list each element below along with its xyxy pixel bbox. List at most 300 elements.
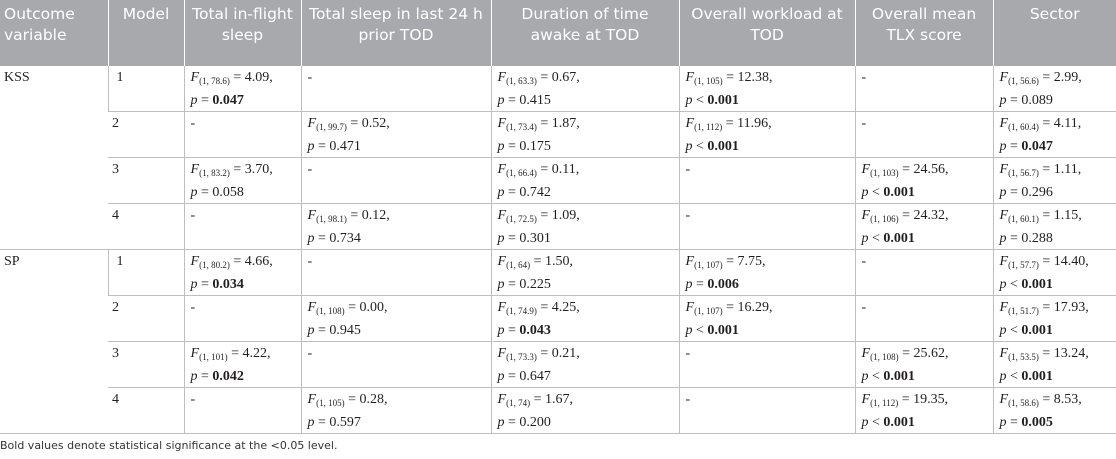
- stat-cell: [993, 388, 1116, 434]
- p-symbol: p: [307, 139, 315, 154]
- df-value: 1, 103: [873, 168, 896, 178]
- p-value: 0.042: [212, 369, 244, 384]
- p-symbol: p: [685, 323, 693, 338]
- stat-cell: [679, 66, 855, 112]
- stat-cell: [491, 296, 679, 342]
- model-cell: 2: [108, 296, 184, 342]
- p-value-line: p = 0.742: [497, 185, 551, 200]
- stat-cell: [301, 66, 491, 112]
- f-symbol: F: [685, 70, 695, 85]
- p-symbol: p: [685, 139, 693, 154]
- f-statistic: $F_{(1, 60.1)} = 1.15$,: [999, 208, 1082, 224]
- f-statistic: $F_{(1, 56.6)} = 2.99$,: [999, 70, 1082, 86]
- empty-mark: -: [307, 70, 313, 85]
- table-row: [0, 342, 1116, 388]
- f-value: 0.12: [361, 208, 387, 223]
- stat-cell: [855, 342, 993, 388]
- p-symbol: p: [307, 323, 315, 338]
- f-value: 24.32: [913, 208, 945, 223]
- f-value: 14.40: [1053, 254, 1086, 269]
- df-subscript: (1, 78.6): [199, 76, 230, 86]
- p-value: 0.001: [1021, 277, 1053, 292]
- stat-cell: [184, 158, 301, 204]
- f-value: 8.53: [1053, 392, 1079, 407]
- p-value: 0.471: [329, 139, 361, 154]
- p-value-line: p = 0.597: [307, 415, 361, 430]
- stat-cell: [491, 342, 679, 388]
- f-symbol: F: [497, 300, 507, 315]
- df-subscript: (1, 51.7): [1008, 306, 1039, 316]
- f-symbol: F: [999, 116, 1009, 131]
- p-value: 0.001: [707, 323, 739, 338]
- f-symbol: F: [497, 162, 507, 177]
- stat-cell: [491, 250, 679, 296]
- f-value: 24.56: [913, 162, 945, 177]
- table-row: [0, 388, 1116, 434]
- f-symbol: F: [307, 300, 317, 315]
- table-row: [0, 112, 1116, 158]
- df-value: 1, 73.3: [509, 352, 534, 362]
- df-value: 1, 101: [202, 352, 225, 362]
- f-symbol: F: [999, 346, 1009, 361]
- p-value: 0.001: [883, 185, 915, 200]
- df-value: 1, 73.4: [509, 122, 534, 132]
- p-value: 0.043: [519, 323, 551, 338]
- p-symbol: p: [190, 185, 198, 200]
- p-value-line: p < 0.001: [861, 185, 915, 200]
- header-duration-awake: Duration of time awake at TOD: [491, 0, 679, 66]
- df-value: 1, 99.7: [319, 122, 344, 132]
- f-statistic: $F_{(1, 78.6)} = 4.09$,: [190, 70, 273, 86]
- p-value: 0.647: [519, 369, 551, 384]
- p-symbol: p: [497, 185, 505, 200]
- p-value-line: p < 0.001: [999, 277, 1053, 292]
- empty-mark: -: [190, 392, 196, 407]
- f-symbol: F: [307, 392, 317, 407]
- f-statistic: $F_{(1, 107)} = 16.29$,: [685, 300, 773, 316]
- f-statistic: $F_{(1, 57.7)} = 14.40$,: [999, 254, 1089, 270]
- stat-cell: [491, 112, 679, 158]
- p-symbol: p: [307, 231, 315, 246]
- p-value: 0.001: [707, 93, 739, 108]
- p-value-line: p < 0.001: [685, 139, 739, 154]
- f-statistic: $F_{(1, 105)} = 12.38$,: [685, 70, 773, 86]
- p-symbol: p: [497, 323, 505, 338]
- p-value-line: p = 0.200: [497, 415, 551, 430]
- stat-cell: [679, 250, 855, 296]
- model-cell: 2: [108, 112, 184, 158]
- stat-cell: [993, 250, 1116, 296]
- header-total-in-flight-sleep: Total in-flight sleep: [184, 0, 301, 66]
- p-value: 0.058: [212, 185, 244, 200]
- f-statistic: $F_{(1, 107)} = 7.75$,: [685, 254, 766, 270]
- p-value: 0.001: [883, 231, 915, 246]
- f-symbol: F: [307, 116, 317, 131]
- stat-cell: [301, 112, 491, 158]
- model-cell: 4: [108, 204, 184, 250]
- p-value: 0.200: [519, 415, 551, 430]
- df-value: 1, 74: [509, 398, 528, 408]
- p-value-line: p = 0.225: [497, 277, 551, 292]
- f-value: 1.09: [551, 208, 577, 223]
- empty-mark: -: [307, 254, 313, 269]
- header-row: [0, 0, 1116, 66]
- p-value-line: p < 0.001: [861, 415, 915, 430]
- p-value-line: p < 0.001: [999, 369, 1053, 384]
- stat-cell: [184, 66, 301, 112]
- stat-cell: [993, 112, 1116, 158]
- table-row: [0, 250, 1116, 296]
- df-value: 1, 53.5: [1011, 352, 1036, 362]
- p-value: 0.301: [519, 231, 551, 246]
- table-row: [0, 204, 1116, 250]
- f-value: 7.75: [737, 254, 762, 269]
- stat-cell: [993, 204, 1116, 250]
- df-subscript: (1, 56.6): [1008, 76, 1039, 86]
- p-value-line: p = 0.471: [307, 139, 361, 154]
- f-symbol: F: [999, 70, 1009, 85]
- f-value: 1.67: [544, 392, 570, 407]
- df-value: 1, 63.3: [509, 76, 534, 86]
- df-value: 1, 51.7: [1011, 306, 1036, 316]
- df-subscript: (1, 63.3): [506, 76, 537, 86]
- stat-cell: [993, 296, 1116, 342]
- df-subscript: (1, 74): [506, 398, 531, 408]
- f-statistic: $F_{(1, 73.3)} = 0.21$,: [497, 346, 580, 362]
- df-value: 1, 74.9: [509, 306, 534, 316]
- p-value-line: p = 0.415: [497, 93, 551, 108]
- f-statistic: $F_{(1, 98.1)} = 0.12$,: [307, 208, 390, 224]
- stat-cell: [184, 250, 301, 296]
- empty-mark: -: [861, 300, 867, 315]
- f-symbol: F: [685, 254, 695, 269]
- f-value: 13.24: [1053, 346, 1086, 361]
- df-value: 1, 66.4: [509, 168, 534, 178]
- p-value-line: p = 0.175: [497, 139, 551, 154]
- df-subscript: (1, 60.4): [1008, 122, 1039, 132]
- stat-cell: [184, 342, 301, 388]
- df-value: 1, 83.2: [202, 168, 227, 178]
- stat-cell: [301, 204, 491, 250]
- p-value: 0.047: [1021, 139, 1053, 154]
- f-symbol: F: [497, 254, 507, 269]
- df-subscript: (1, 73.4): [506, 122, 537, 132]
- df-subscript: (1, 60.1): [1008, 214, 1039, 224]
- header-model: Model: [108, 0, 184, 66]
- p-symbol: p: [999, 277, 1007, 292]
- stat-cell: [184, 388, 301, 434]
- stat-cell: [184, 112, 301, 158]
- f-symbol: F: [685, 116, 695, 131]
- stat-cell: [301, 388, 491, 434]
- p-value-line: p = 0.089: [999, 93, 1053, 108]
- f-statistic: $F_{(1, 112)} = 11.96$,: [685, 116, 772, 132]
- empty-mark: -: [307, 346, 313, 361]
- p-value-line: p = 0.945: [307, 323, 361, 338]
- p-symbol: p: [861, 185, 869, 200]
- f-value: 4.09: [244, 70, 270, 85]
- df-subscript: (1, 106): [870, 214, 899, 224]
- stat-cell: [855, 112, 993, 158]
- df-subscript: (1, 73.3): [506, 352, 537, 362]
- p-symbol: p: [190, 277, 198, 292]
- outcome-variable-cell: KSS: [0, 66, 108, 250]
- p-symbol: p: [497, 369, 505, 384]
- stat-cell: [855, 296, 993, 342]
- f-statistic: $F_{(1, 66.4)} = 0.11$,: [497, 162, 580, 178]
- f-symbol: F: [999, 162, 1009, 177]
- f-statistic: $F_{(1, 105)} = 0.28$,: [307, 392, 388, 408]
- f-value: 0.11: [551, 162, 576, 177]
- f-value: 11.96: [737, 116, 769, 131]
- f-symbol: F: [190, 162, 200, 177]
- df-subscript: (1, 98.1): [316, 214, 347, 224]
- f-value: 3.70: [244, 162, 270, 177]
- p-value-line: p = 0.047: [190, 93, 244, 108]
- f-symbol: F: [999, 208, 1009, 223]
- p-value: 0.734: [329, 231, 361, 246]
- p-value: 0.296: [1021, 185, 1053, 200]
- stat-cell: [301, 158, 491, 204]
- empty-mark: -: [307, 162, 313, 177]
- df-value: 1, 64: [509, 260, 528, 270]
- df-subscript: (1, 107): [694, 306, 723, 316]
- stat-cell: [301, 296, 491, 342]
- p-value: 0.001: [883, 415, 915, 430]
- p-symbol: p: [190, 369, 198, 384]
- df-subscript: (1, 74.9): [506, 306, 537, 316]
- df-value: 1, 80.2: [202, 260, 227, 270]
- f-statistic: $F_{(1, 101)} = 4.22$,: [190, 346, 271, 362]
- p-symbol: p: [999, 93, 1007, 108]
- df-subscript: (1, 58.6): [1008, 398, 1039, 408]
- stat-cell: [491, 66, 679, 112]
- model-cell: 4: [108, 388, 184, 434]
- df-value: 1, 58.6: [1011, 398, 1036, 408]
- f-statistic: $F_{(1, 80.2)} = 4.66$,: [190, 254, 273, 270]
- f-statistic: $F_{(1, 74.9)} = 4.25$,: [497, 300, 580, 316]
- p-symbol: p: [861, 231, 869, 246]
- df-subscript: (1, 105): [316, 398, 345, 408]
- stat-cell: [301, 250, 491, 296]
- df-value: 1, 107: [697, 260, 720, 270]
- p-symbol: p: [685, 277, 693, 292]
- p-symbol: p: [685, 93, 693, 108]
- f-statistic: $F_{(1, 99.7)} = 0.52$,: [307, 116, 390, 132]
- table-row: [0, 296, 1116, 342]
- p-value-line: p = 0.043: [497, 323, 551, 338]
- stat-cell: [679, 388, 855, 434]
- empty-mark: -: [685, 162, 691, 177]
- p-value: 0.742: [519, 185, 551, 200]
- df-value: 1, 56.7: [1011, 168, 1036, 178]
- f-statistic: $F_{(1, 73.4)} = 1.87$,: [497, 116, 580, 132]
- df-subscript: (1, 80.2): [199, 260, 230, 270]
- p-value-line: p = 0.005: [999, 415, 1053, 430]
- header-outcome-variable: Outcome variable: [0, 0, 108, 66]
- df-value: 1, 108: [319, 306, 342, 316]
- empty-mark: -: [685, 346, 691, 361]
- df-subscript: (1, 103): [870, 168, 899, 178]
- header-overall-workload: Overall workload at TOD: [679, 0, 855, 66]
- header-total-sleep-24h: Total sleep in last 24 h prior TOD: [301, 0, 491, 66]
- p-value: 0.175: [519, 139, 551, 154]
- df-subscript: (1, 56.7): [1008, 168, 1039, 178]
- df-value: 1, 107: [697, 306, 720, 316]
- df-subscript: (1, 64): [506, 260, 531, 270]
- df-value: 1, 98.1: [319, 214, 344, 224]
- p-symbol: p: [497, 415, 505, 430]
- df-value: 1, 112: [873, 398, 896, 408]
- p-value: 0.047: [212, 93, 244, 108]
- f-symbol: F: [861, 208, 871, 223]
- f-statistic: $F_{(1, 60.4)} = 4.11$,: [999, 116, 1082, 132]
- stat-cell: [855, 66, 993, 112]
- f-statistic: $F_{(1, 74)} = 1.67$,: [497, 392, 573, 408]
- f-symbol: F: [999, 392, 1009, 407]
- p-symbol: p: [999, 185, 1007, 200]
- df-value: 1, 72.5: [509, 214, 534, 224]
- p-symbol: p: [999, 323, 1007, 338]
- stat-cell: [855, 158, 993, 204]
- f-value: 2.99: [1053, 70, 1079, 85]
- df-value: 1, 78.6: [202, 76, 227, 86]
- df-value: 1, 106: [873, 214, 896, 224]
- f-value: 19.35: [913, 392, 945, 407]
- table-footnote: Bold values denote statistical significance at the <0.05 level.: [0, 439, 338, 452]
- p-value: 0.945: [329, 323, 361, 338]
- f-statistic: $F_{(1, 56.7)} = 1.11$,: [999, 162, 1082, 178]
- table-row: [0, 158, 1116, 204]
- stat-cell: [679, 342, 855, 388]
- df-subscript: (1, 107): [694, 260, 723, 270]
- stat-cell: [993, 342, 1116, 388]
- empty-mark: -: [861, 70, 867, 85]
- stat-cell: [679, 158, 855, 204]
- p-value-line: p < 0.001: [861, 231, 915, 246]
- p-symbol: p: [999, 369, 1007, 384]
- f-symbol: F: [861, 346, 871, 361]
- p-value: 0.034: [212, 277, 244, 292]
- f-statistic: $F_{(1, 106)} = 24.32$,: [861, 208, 949, 224]
- f-statistic: $F_{(1, 112)} = 19.35$,: [861, 392, 949, 408]
- f-symbol: F: [497, 346, 507, 361]
- stat-cell: [491, 158, 679, 204]
- f-value: 25.62: [913, 346, 945, 361]
- p-value: 0.005: [1021, 415, 1053, 430]
- p-value-line: p = 0.047: [999, 139, 1053, 154]
- f-symbol: F: [861, 162, 871, 177]
- f-value: 0.52: [361, 116, 387, 131]
- f-value: 4.11: [1053, 116, 1078, 131]
- f-value: 12.38: [737, 70, 769, 85]
- f-statistic: $F_{(1, 83.2)} = 3.70$,: [190, 162, 273, 178]
- f-symbol: F: [190, 254, 200, 269]
- p-value: 0.225: [519, 277, 551, 292]
- df-value: 1, 60.1: [1011, 214, 1036, 224]
- p-value-line: p < 0.001: [861, 369, 915, 384]
- f-value: 4.66: [244, 254, 270, 269]
- f-statistic: $F_{(1, 108)} = 0.00$,: [307, 300, 388, 316]
- p-value-line: p < 0.001: [685, 93, 739, 108]
- p-value: 0.006: [707, 277, 739, 292]
- f-symbol: F: [497, 392, 507, 407]
- p-value-line: p < 0.001: [685, 323, 739, 338]
- model-cell: 3: [108, 342, 184, 388]
- f-value: 0.21: [551, 346, 577, 361]
- p-symbol: p: [497, 93, 505, 108]
- f-value: 4.25: [551, 300, 577, 315]
- p-value-line: p = 0.288: [999, 231, 1053, 246]
- model-cell: 3: [108, 158, 184, 204]
- f-statistic: $F_{(1, 58.6)} = 8.53$,: [999, 392, 1082, 408]
- outcome-variable-cell: SP: [0, 250, 108, 434]
- f-value: 1.50: [544, 254, 570, 269]
- f-statistic: $F_{(1, 103)} = 24.56$,: [861, 162, 949, 178]
- stat-cell: [855, 250, 993, 296]
- p-value: 0.001: [1021, 323, 1053, 338]
- df-subscript: (1, 57.7): [1008, 260, 1039, 270]
- df-subscript: (1, 112): [694, 122, 723, 132]
- f-value: 0.67: [551, 70, 577, 85]
- df-value: 1, 57.7: [1011, 260, 1036, 270]
- p-value: 0.288: [1021, 231, 1053, 246]
- df-value: 1, 105: [697, 76, 720, 86]
- empty-mark: -: [685, 392, 691, 407]
- df-subscript: (1, 101): [199, 352, 228, 362]
- stat-cell: [184, 296, 301, 342]
- f-value: 1.87: [551, 116, 577, 131]
- stat-cell: [993, 158, 1116, 204]
- p-symbol: p: [497, 277, 505, 292]
- p-value-line: p = 0.647: [497, 369, 551, 384]
- f-statistic: $F_{(1, 63.3)} = 0.67$,: [497, 70, 580, 86]
- df-subscript: (1, 53.5): [1008, 352, 1039, 362]
- model-cell: 1: [108, 66, 184, 112]
- p-value: 0.001: [707, 139, 739, 154]
- stat-cell: [679, 112, 855, 158]
- p-symbol: p: [190, 93, 198, 108]
- f-value: 0.28: [359, 392, 384, 407]
- p-value-line: p = 0.296: [999, 185, 1053, 200]
- p-value-line: p = 0.006: [685, 277, 739, 292]
- f-statistic: $F_{(1, 53.5)} = 13.24$,: [999, 346, 1089, 362]
- f-symbol: F: [307, 208, 317, 223]
- p-value: 0.001: [883, 369, 915, 384]
- f-symbol: F: [999, 300, 1009, 315]
- stat-cell: [491, 204, 679, 250]
- empty-mark: -: [685, 208, 691, 223]
- stat-cell: [301, 342, 491, 388]
- p-value: 0.597: [329, 415, 361, 430]
- df-subscript: (1, 72.5): [506, 214, 537, 224]
- p-value-line: p = 0.042: [190, 369, 244, 384]
- f-symbol: F: [497, 116, 507, 131]
- p-value-line: p = 0.034: [190, 277, 244, 292]
- p-symbol: p: [999, 415, 1007, 430]
- p-symbol: p: [497, 139, 505, 154]
- stat-cell: [993, 66, 1116, 112]
- df-value: 1, 112: [697, 122, 720, 132]
- table-row: [0, 66, 1116, 112]
- f-symbol: F: [497, 208, 507, 223]
- stat-cell: [679, 204, 855, 250]
- stat-cell: [184, 204, 301, 250]
- stat-cell: [491, 388, 679, 434]
- f-symbol: F: [190, 70, 200, 85]
- df-subscript: (1, 83.2): [199, 168, 230, 178]
- df-subscript: (1, 99.7): [316, 122, 347, 132]
